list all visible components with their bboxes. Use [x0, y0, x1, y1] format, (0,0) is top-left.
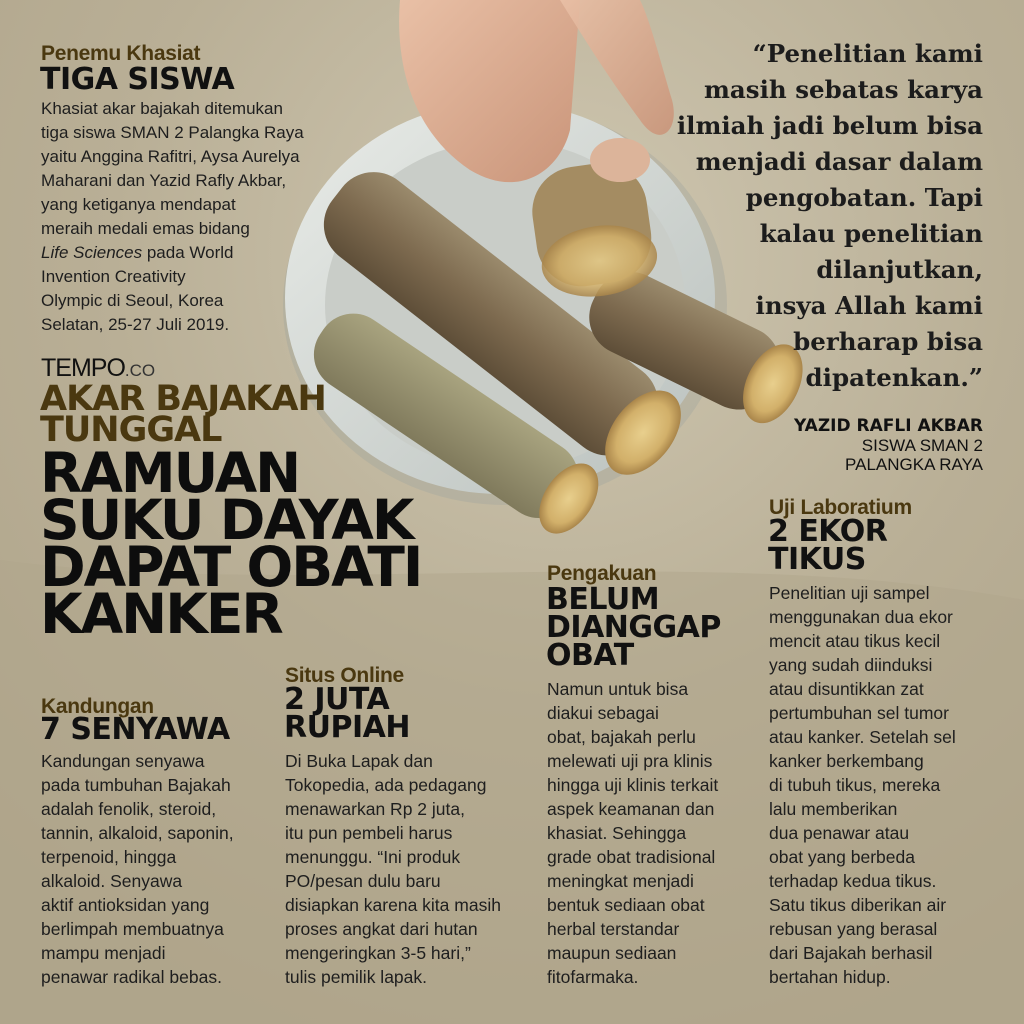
intro-kicker: Penemu Khasiat [41, 42, 201, 65]
tempo-logo-text: TEMPO [41, 354, 125, 382]
intro-body-text-end: pada World Invention Creativity Olympic di Seoul, Korea Selatan, 25-27 Juli 2019. [41, 243, 234, 334]
kandungan-body: Kandungan senyawa pada tumbuhan Bajakah adalah fenolik, steroid, tannin, alkaloid, saponin, terpenoid, hingga alkaloid. Senyawa aktif antioksidan yang berlimpah membuatnya mampu menjadi penawar radikal bebas. [41, 751, 234, 987]
intro-headline: TIGA SISWA [40, 62, 235, 97]
pengakuan-kicker: Pengakuan [547, 562, 657, 585]
pengakuan-body: Namun untuk bisa diakui sebagai obat, bajakah perlu melewati uji pra klinis hingga uji klinis terkait aspek keamanan dan khasiat. Sehingga grade obat tradisional meningkat menjadi bentuk sediaan obat herbal terstandar maupun sediaan fitofarmaka. [547, 679, 719, 987]
tempo-logo-suffix: .CO [124, 361, 156, 380]
kandungan-kicker: Kandungan [41, 695, 154, 718]
main-title: RAMUAN SUKU DAYAK DAPAT OBATI KANKER [40, 441, 422, 646]
quote-author: YAZID RAFLI AKBAR [794, 416, 983, 436]
quote-author-role: SISWA SMAN 2 PALANGKA RAYA [845, 436, 983, 474]
uji-body: Penelitian uji sampel menggunakan dua ekor mencit atau tikus kecil yang sudah diinduksi atau disuntikkan zat pertumbuhan sel tumor atau kanker. Setelah sel kanker berkembang di tubuh tikus, mereka lalu memberikan dua penawar atau obat yang berbeda terhadap kedua tikus. Satu tikus diberikan air rebusan yang berasal dari Bajakah berhasil bertahan hidup. [769, 583, 956, 987]
intro-body-italic: Life Sciences [41, 243, 143, 262]
situs-body: Di Buka Lapak dan Tokopedia, ada pedagang menawarkan Rp 2 juta, itu pun pembeli harus menunggu. “Ini produk PO/pesan dulu baru disiapkan karena kita masih proses angkat dari hutan mengeringkan 3-5 hari,” tulis pemilik lapak. [285, 751, 501, 987]
intro-body-text: Khasiat akar bajakah ditemukan tiga siswa SMAN 2 Palangka Raya yaitu Anggina Rafitri, Aysa Aurelya Maharani dan Yazid Rafly Akbar, yang ketiganya mendapat meraih medali emas bidang [41, 99, 304, 238]
main-subtitle: AKAR BAJAKAH TUNGGAL [40, 379, 326, 450]
intro-body [41, 97, 371, 337]
situs-headline: 2 JUTA RUPIAH [284, 682, 410, 745]
pengakuan-headline: BELUM DIANGGAP OBAT [546, 582, 721, 673]
situs-kicker: Situs Online [285, 664, 404, 687]
uji-kicker: Uji Laboratium [769, 496, 912, 519]
quote-text: “Penelitian kami masih sebatas karya ilmiah jadi belum bisa menjadi dasar dalam pengobatan. Tapi kalau penelitian dilanjutkan, insya Allah kami berharap bisa dipatenkan.” [676, 39, 983, 392]
kandungan-headline: 7 SENYAWA [40, 712, 230, 747]
uji-headline: 2 EKOR TIKUS [768, 514, 888, 577]
